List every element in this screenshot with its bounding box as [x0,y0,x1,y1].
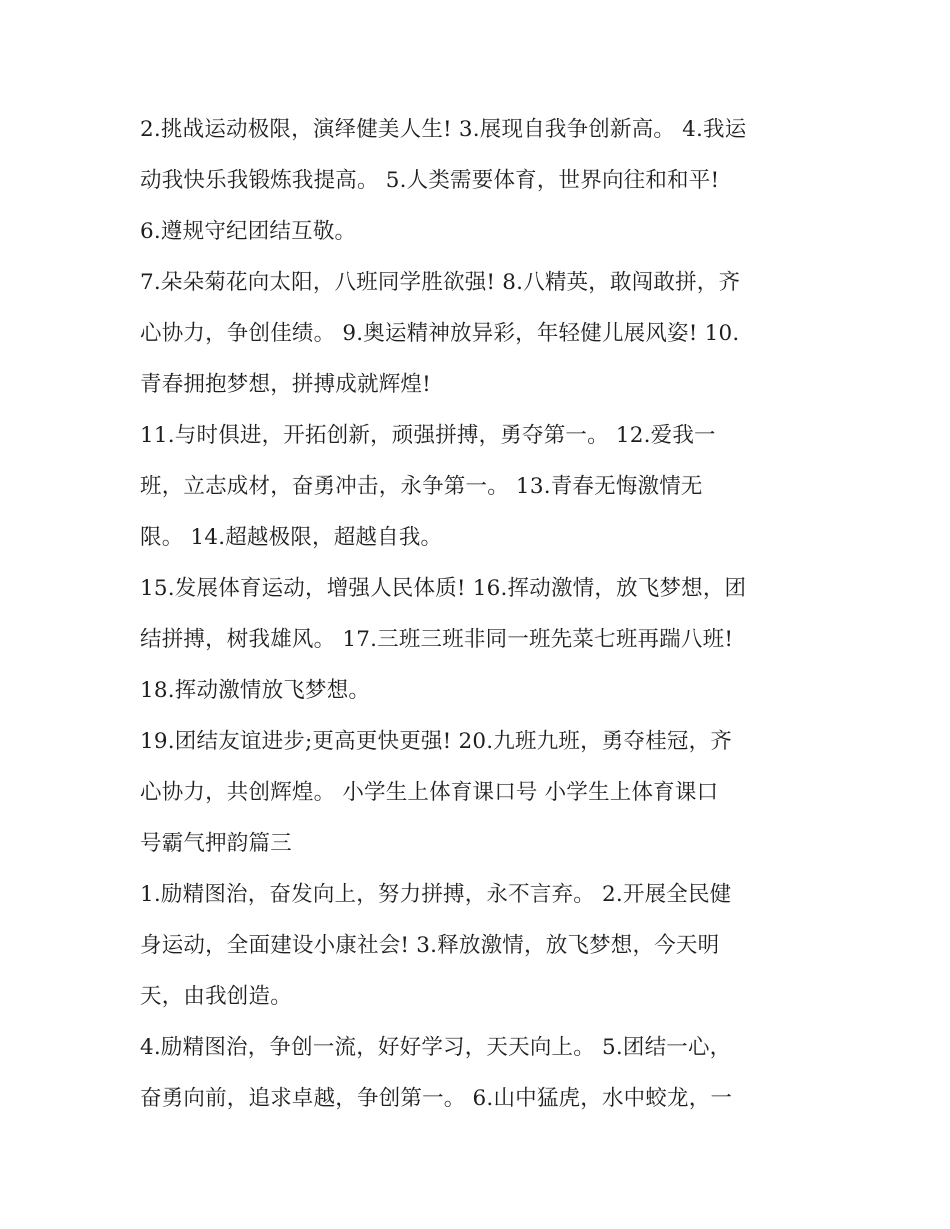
text-line: 奋勇向前，追求卓越，争创第一。 6.山中猛虎，水中蛟龙，一 [140,1086,733,1111]
text-line: 限。 14.超越极限，超越自我。 [140,525,443,550]
text-line: 7.朵朵菊花向太阳，八班同学胜欲强! 8.八精英，敢闯敢拼，齐 [140,270,741,295]
paragraph [140,1022,820,1124]
text-line: 4.励精图治，争创一流，好好学习，天天向上。 5.团结一心， [140,1035,732,1060]
paragraph [140,410,820,563]
text-line: 身运动，全面建设小康社会! 3.释放激情，放飞梦想，今天明 [140,933,720,958]
text-line: 6.遵规守纪团结互敬。 [140,219,357,244]
text-line: 心协力，争创佳绩。 9.奥运精神放异彩，年轻健儿展风姿! 10. [140,321,740,346]
text-line: 11.与时俱进，开拓创新，顽强拼搏，勇夺第一。 12.爱我一 [140,423,716,448]
text-line: 号霸气押韵篇三 [140,831,292,856]
text-line: 班，立志成材，奋勇冲击，永争第一。 13.青春无悔激情无 [140,474,703,499]
text-line: 心协力，共创辉煌。 小学生上体育课口号 小学生上体育课口 [140,780,719,805]
text-line: 结拼搏，树我雄风。 17.三班三班非同一班先菜七班再踹八班! [140,627,734,652]
text-line: 18.挥动激情放飞梦想。 [140,678,371,703]
document-body [140,104,820,1124]
text-line: 1.励精图治，奋发向上，努力拼搏，永不言弃。 2.开展全民健 [140,882,732,907]
text-line: 15.发展体育运动，增强人民体质! 16.挥动激情，放飞梦想，团 [140,576,747,601]
text-line: 动我快乐我锻炼我提高。 5.人类需要体育，世界向往和和平! [140,168,720,193]
text-line: 天，由我创造。 [140,984,292,1009]
text-line: 青春拥抱梦想，拼搏成就辉煌! [140,372,431,397]
text-line: 19.团结友谊进步;更高更快更强! 20.九班九班，勇夺桂冠，齐 [140,729,733,754]
paragraph [140,104,820,257]
text-line: 2.挑战运动极限，演绎健美人生! 3.展现自我争创新高。 4.我运 [140,117,747,142]
paragraph [140,716,820,869]
paragraph [140,869,820,1022]
paragraph [140,257,820,410]
paragraph [140,563,820,716]
